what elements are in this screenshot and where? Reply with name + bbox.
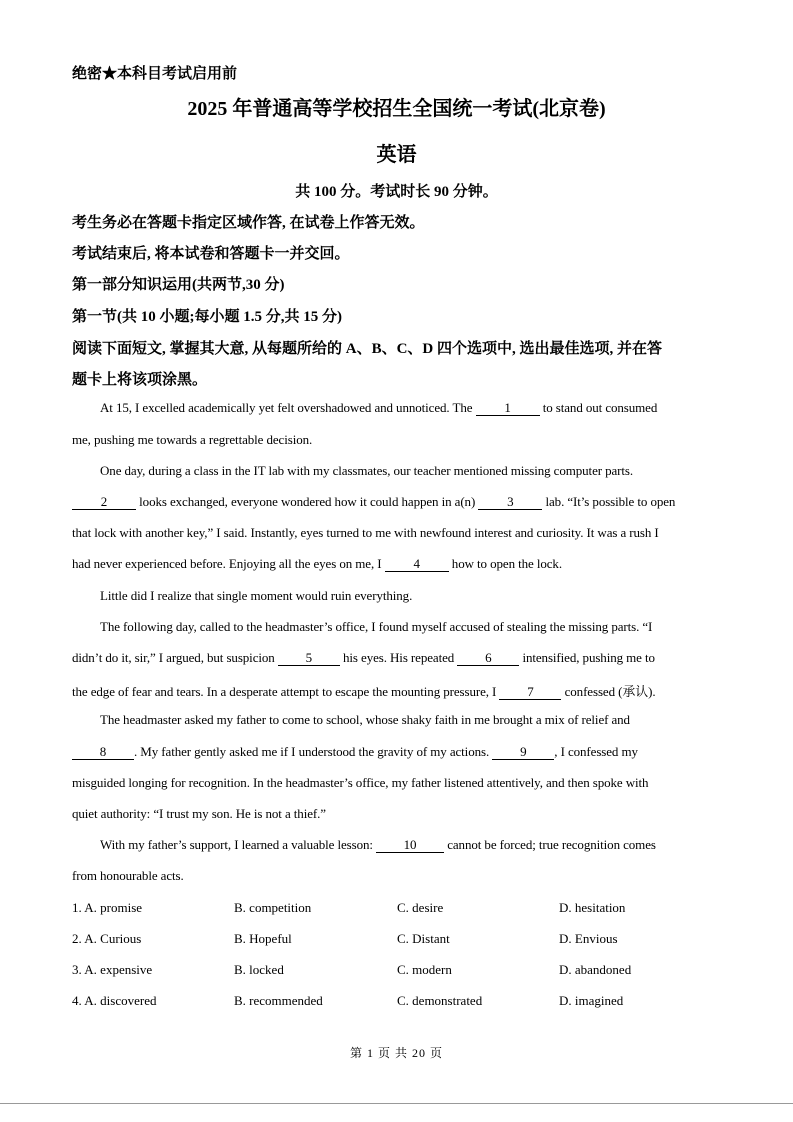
option-c: C. desire <box>397 900 444 915</box>
exam-title: 2025 年普通高等学校招生全国统一考试(北京卷) <box>187 98 606 120</box>
option-d: D. hesitation <box>559 900 626 915</box>
blank-7: 7 <box>499 685 561 700</box>
directions-line-1: 阅读下面短文, 掌握其大意, 从每题所给的 A、B、C、D 四个选项中, 选出最佳选项, 并在答 <box>72 341 663 357</box>
option-b: B. competition <box>234 900 312 915</box>
passage-line: The headmaster asked my father to come to school, whose shaky faith in me brought a mix of relief and <box>100 712 630 727</box>
passage-line: didn’t do it, sir,” I argued, but suspicion 5 his eyes. His repeated 6 intensified, pushing me to <box>72 650 655 665</box>
blank-2: 2 <box>72 495 136 510</box>
option-b: B. Hopeful <box>234 931 292 946</box>
option-a: 1. A. promise <box>72 900 143 915</box>
passage-line: Little did I realize that single moment would ruin everything. <box>100 588 413 603</box>
option-c: C. demonstrated <box>397 993 483 1008</box>
passage-line: me, pushing me towards a regrettable decision. <box>72 432 313 447</box>
passage-line: the edge of fear and tears. In a desperate attempt to escape the mounting pressure, I 7 confessed (承认). <box>72 684 656 699</box>
passage-line: With my father’s support, I learned a valuable lesson: 10 cannot be forced; true recognition comes <box>100 837 656 852</box>
passage-line: The following day, called to the headmaster’s office, I found myself accused of stealing the missing parts. “I <box>100 619 653 634</box>
blank-9: 9 <box>492 745 554 760</box>
score-time: 共 100 分。考试时长 90 分钟。 <box>295 184 498 200</box>
option-d: D. abandoned <box>559 962 632 977</box>
notice-return: 考试结束后, 将本试卷和答题卡一并交回。 <box>72 246 350 262</box>
option-c: C. Distant <box>397 931 450 946</box>
blank-6: 6 <box>457 651 519 666</box>
option-d: D. imagined <box>559 993 624 1008</box>
option-a: 3. A. expensive <box>72 962 153 977</box>
subject-title: 英语 <box>376 144 417 166</box>
option-b: B. recommended <box>234 993 323 1008</box>
blank-1: 1 <box>476 401 540 416</box>
option-d: D. Envious <box>559 931 618 946</box>
confidential-notice: 绝密★本科目考试启用前 <box>72 66 238 82</box>
passage-line: One day, during a class in the IT lab with my classmates, our teacher mentioned missing computer parts. <box>100 463 634 478</box>
blank-4: 4 <box>385 557 449 572</box>
passage-line: from honourable acts. <box>72 868 184 883</box>
notice-answer-sheet: 考生务必在答题卡指定区域作答, 在试卷上作答无效。 <box>72 215 425 231</box>
option-b: B. locked <box>234 962 284 977</box>
passage-line: had never experienced before. Enjoying all the eyes on me, I 4 how to open the lock. <box>72 556 562 571</box>
blank-5: 5 <box>278 651 340 666</box>
passage-line: 2 looks exchanged, everyone wondered how it could happen in a(n) 3 lab. “It’s possible to open <box>72 494 675 510</box>
passage-line: At 15, I excelled academically yet felt overshadowed and unnoticed. The 1 to stand out consumed <box>100 400 658 415</box>
directions-line-2: 题卡上将该项涂黑。 <box>72 372 208 388</box>
blank-3: 3 <box>478 495 542 510</box>
blank-8: 8 <box>72 745 134 760</box>
passage-line: that lock with another key,” I said. Instantly, eyes turned to me with newfound interest and curiosity. It was a rush I <box>72 525 659 540</box>
passage-line: quiet authority: “I trust my son. He is not a thief.” <box>72 806 326 821</box>
blank-10: 10 <box>376 838 444 853</box>
part-heading: 第一部分知识运用(共两节,30 分) <box>72 277 285 293</box>
passage-line: 8 . My father gently asked me if I understood the gravity of my actions. 9 , I confessed my <box>72 744 638 760</box>
option-a: 4. A. discovered <box>72 993 157 1008</box>
page-bottom-divider <box>0 1103 793 1104</box>
passage-line: misguided longing for recognition. In the headmaster’s office, my father listened attentively, and then spoke with <box>72 775 649 790</box>
section-heading: 第一节(共 10 小题;每小题 1.5 分,共 15 分) <box>72 309 342 325</box>
option-c: C. modern <box>397 962 452 977</box>
page-number: 第 1 页 共 20 页 <box>349 1046 443 1060</box>
option-a: 2. A. Curious <box>72 931 142 946</box>
